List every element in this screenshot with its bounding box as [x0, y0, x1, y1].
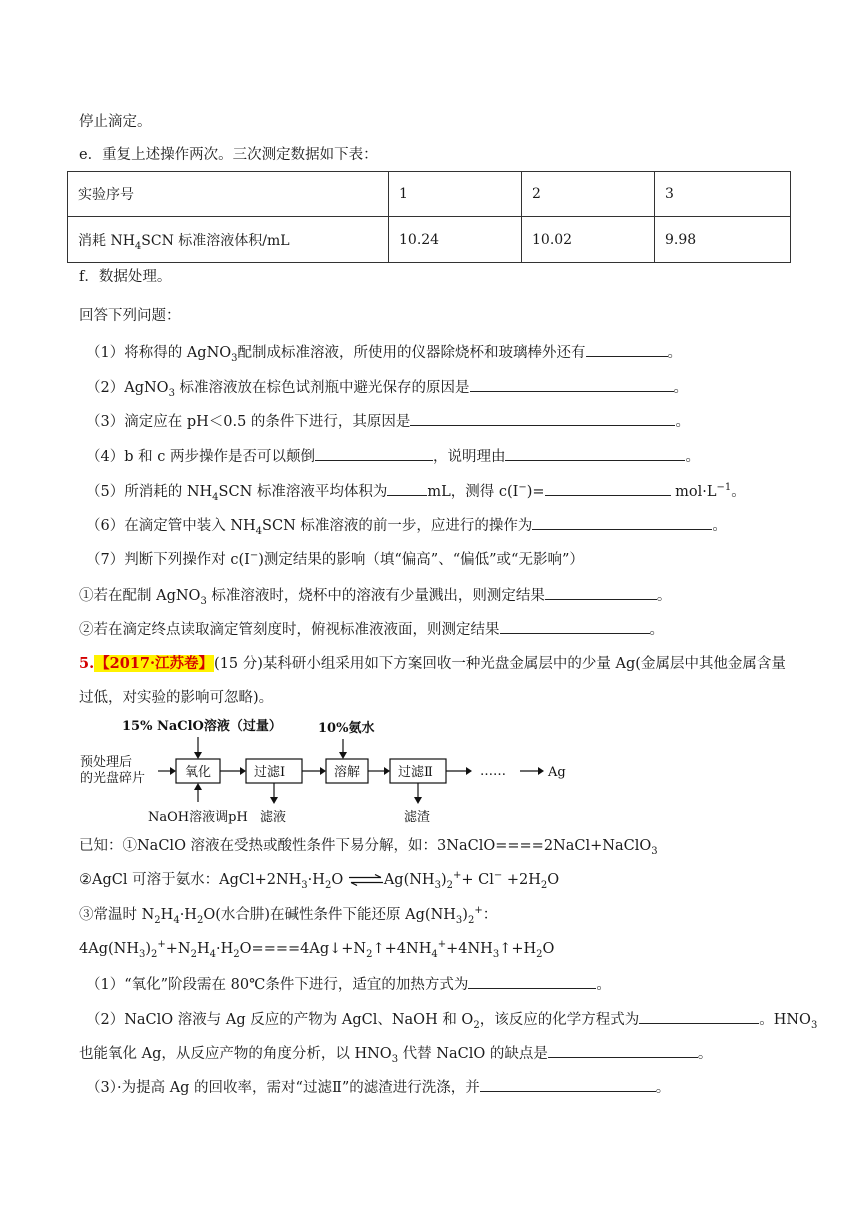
- table-row: [68, 172, 791, 217]
- arrow-head: [414, 797, 422, 804]
- question-3: （3）滴定应在 pH＜0.5 的条件下进行，其原因是 。: [86, 411, 690, 432]
- known-2: ②AgCl 可溶于氨水：$AgCl+2NH_3\cdot H_2O$ $Ag(NH_3)_2^++ Cl^- +2H_2O$: [79, 870, 560, 891]
- answer-blank[interactable]: [545, 481, 671, 496]
- arrow-head: [170, 767, 176, 775]
- answer-blank[interactable]: [480, 1077, 656, 1092]
- arrow-head: [384, 767, 390, 775]
- box-label: 溶解: [334, 765, 361, 780]
- question-2: （2）AgNO$_3$ 标准溶液放在棕色试剂瓶中避光保存的原因是 。: [86, 377, 688, 398]
- box-label: 过滤Ⅱ: [398, 765, 433, 780]
- ellipsis: ……: [480, 764, 506, 779]
- answer-blank[interactable]: [586, 342, 668, 357]
- question-number: 5.: [79, 655, 95, 672]
- answer-blank[interactable]: [500, 619, 650, 634]
- table-cell: 2: [522, 172, 655, 217]
- source-tag: 【2017·江苏卷】: [95, 655, 214, 672]
- question-1: （1）将称得的 AgNO$_3$配制成标准溶液，所使用的仪器除烧杯和玻璃棒外还有 。: [86, 342, 682, 363]
- question-5-heading: 5.【2017·江苏卷】(15 分)某科研小组采用如下方案回收一种光盘金属层中的少量 Ag(金属层中其他金属含量: [79, 655, 786, 672]
- product-label: Ag: [548, 765, 566, 780]
- arrow-head: [339, 752, 347, 759]
- known-1: 已知：①NaClO 溶液在受热或酸性条件下易分解，如：3NaClO====2NaCl+NaClO$_3$: [79, 838, 658, 857]
- arrow-head: [194, 783, 202, 790]
- reversible-arrow-icon: [348, 874, 384, 886]
- residue-label: 滤渣: [404, 810, 431, 825]
- question-7: （7）判断下列操作对 c(I−)测定结果的影响（填“偏高”、“偏低”或“无影响”）: [86, 550, 584, 568]
- known-3: ③常温时 $N_2H_4\cdot H_2O$(水合肼)在碱性条件下能还原 $Ag(NH_3)_2^+$：: [79, 905, 498, 926]
- table-cell: 1: [389, 172, 522, 217]
- process-flow-diagram: [70, 710, 590, 830]
- table-cell: 实验序号: [68, 172, 389, 217]
- reaction-equation: $4Ag(NH_3)_2^++N_2H_4\cdot H_2O====4Ag↓+N_2↑+4NH_4^++4NH_3↑+H_2O$: [79, 939, 555, 960]
- arrow-head: [194, 752, 202, 759]
- start-label-line2: 的光盘碎片: [80, 771, 146, 786]
- sub-question-2-cont: 也能氧化 Ag，从反应产物的角度分析，以 $HNO_3$ 代替 NaClO 的缺点是 。: [79, 1043, 712, 1064]
- arrow-head: [538, 767, 544, 775]
- answer-blank[interactable]: [468, 974, 596, 989]
- question-5-intro-cont: 过低，对实验的影响可忽略)。: [79, 690, 274, 706]
- table-cell: 3: [655, 172, 791, 217]
- answer-blank[interactable]: [470, 377, 674, 392]
- question-7-item-1: ①若在配制 AgNO$_3$ 标准溶液时，烧杯中的溶液有少量溅出，则测定结果 。: [79, 585, 671, 606]
- box-label: 氧化: [185, 765, 212, 780]
- answer-blank[interactable]: [639, 1009, 759, 1024]
- stop-titration-line: 停止滴定。: [79, 114, 152, 130]
- arrow-head: [240, 767, 246, 775]
- answer-blank[interactable]: [548, 1043, 698, 1058]
- arrow-head: [270, 797, 278, 804]
- answer-blank[interactable]: [545, 585, 657, 600]
- answer-blank[interactable]: [387, 481, 427, 496]
- start-label-line1: 预处理后: [80, 755, 133, 770]
- question-5: （5）所消耗的 $NH_4SCN$ 标准溶液平均体积为 mL，测得 $c(I^-)= mol\cdot L^{-1}$。: [86, 482, 746, 503]
- table-cell: 9.98: [655, 217, 791, 263]
- arrow-head: [320, 767, 326, 775]
- question-6: （6）在滴定管中装入 $NH_4SCN$ 标准溶液的前一步，应进行的操作为 。: [86, 515, 727, 536]
- answer-blank[interactable]: [532, 515, 712, 530]
- sub-question-1: （1）“氧化”阶段需在 80℃条件下进行，适宜的加热方式为 。: [86, 974, 611, 995]
- table-row: [68, 217, 791, 263]
- filtrate-label: 滤液: [260, 810, 287, 825]
- sub-question-2: （2）NaClO 溶液与 Ag 反应的产物为 AgCl、NaOH 和 $O_2$，该反应的化学方程式为 。$HNO_3$: [86, 1009, 817, 1030]
- table-cell: 10.24: [389, 217, 522, 263]
- step-f-line: f．数据处理。: [79, 269, 172, 285]
- question-4: （4）b 和 c 两步操作是否可以颠倒 ，说明理由 。: [86, 446, 700, 467]
- arrow-head: [466, 767, 472, 775]
- naoh-label: NaOH溶液调pH: [148, 810, 248, 825]
- answer-blank[interactable]: [505, 446, 685, 461]
- titration-data-table: [67, 171, 791, 263]
- table-cell: 10.02: [522, 217, 655, 263]
- answer-blank[interactable]: [410, 411, 675, 426]
- answer-blank[interactable]: [315, 446, 433, 461]
- reagent-naclo-label: 15% NaClO溶液（过量）: [122, 719, 282, 734]
- step-e-line: e．重复上述操作两次。三次测定数据如下表：: [79, 147, 378, 163]
- reagent-ammonia-label: 10%氨水: [318, 721, 375, 736]
- question-7-item-2: ②若在滴定终点读取滴定管刻度时，俯视标准液液面，则测定结果 。: [79, 619, 664, 640]
- table-cell-label: 消耗 $NH_4SCN$ 标准溶液体积/mL: [68, 217, 389, 263]
- answer-intro: 回答下列问题：: [79, 308, 181, 324]
- box-label: 过滤Ⅰ: [254, 765, 286, 780]
- sub-question-3: （3）·为提高 Ag 的回收率，需对“过滤Ⅱ”的滤渣进行洗涤，并 。: [86, 1077, 670, 1098]
